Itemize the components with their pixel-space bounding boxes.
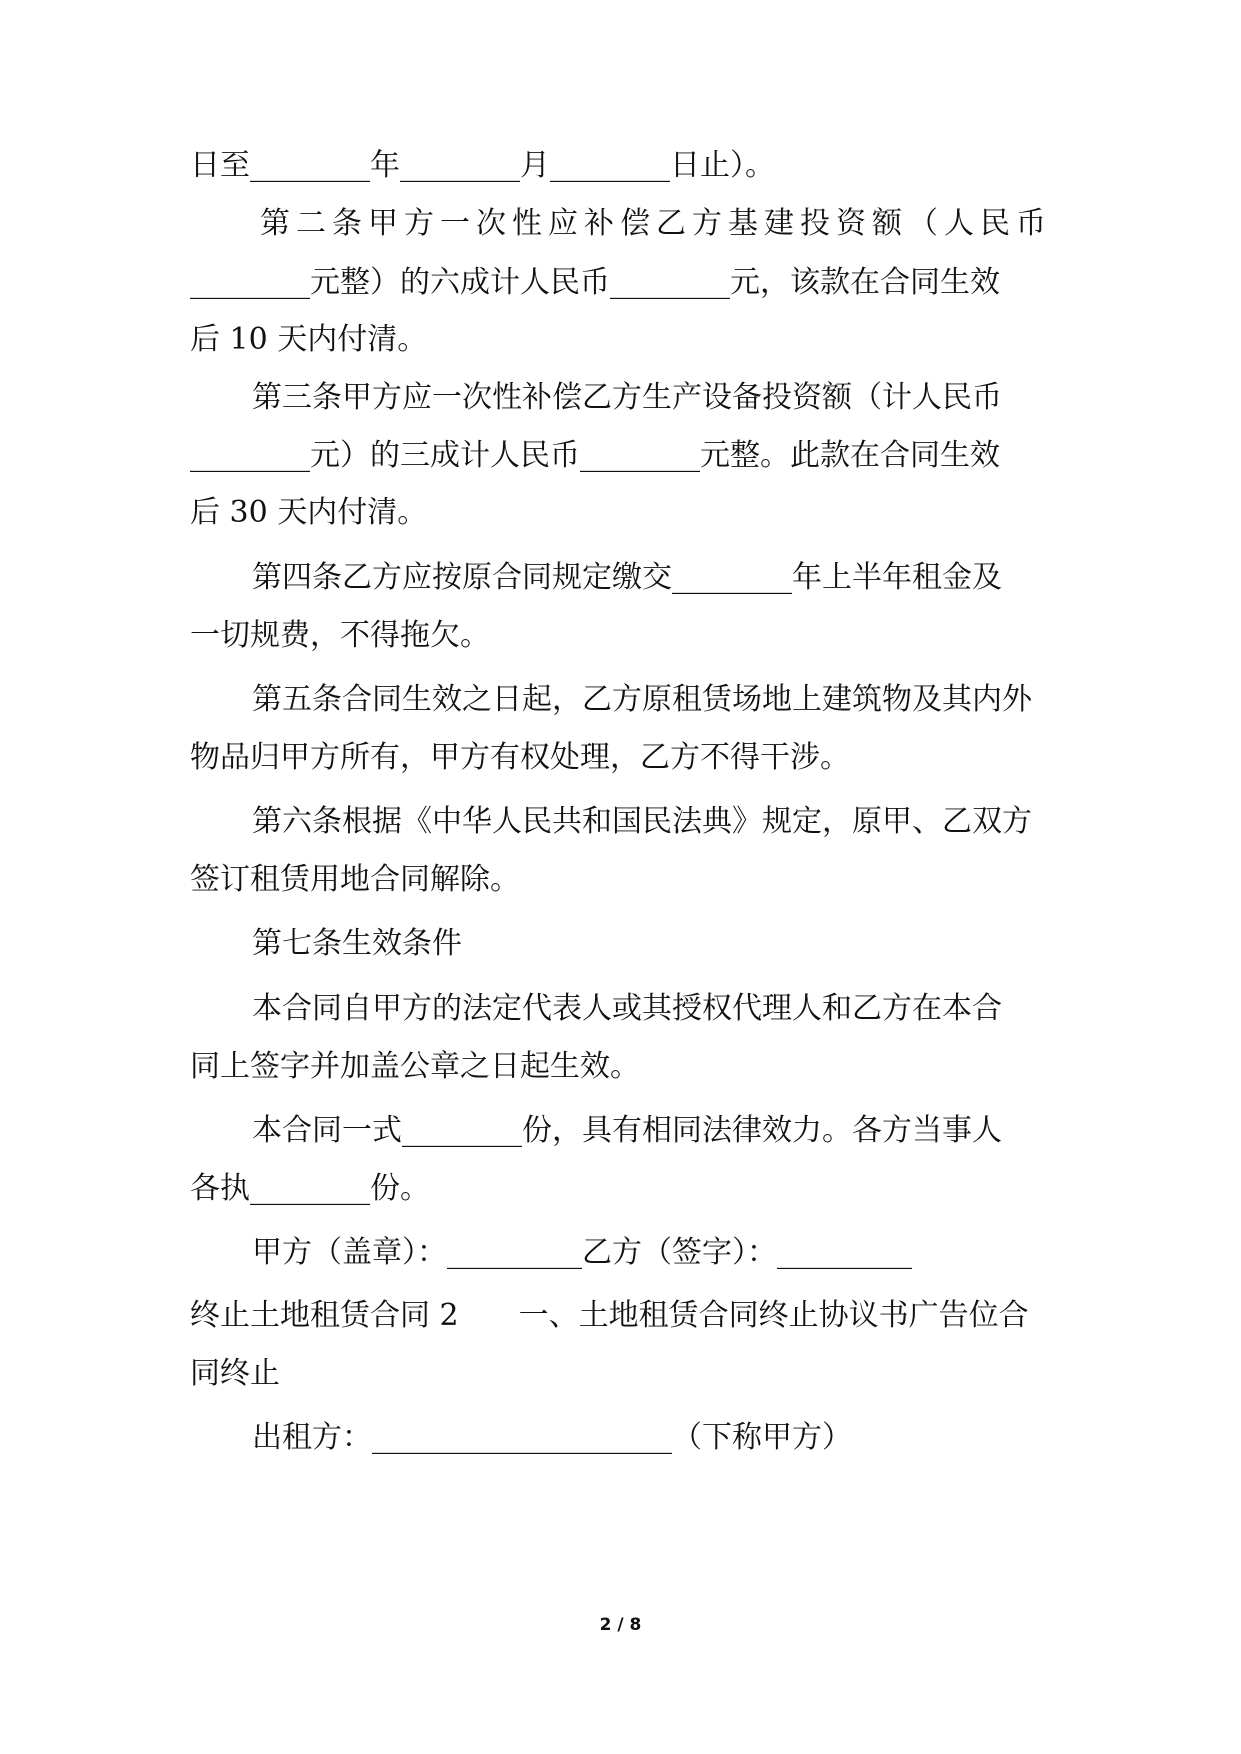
page-number: 2 / 8 xyxy=(599,1615,642,1635)
paragraph-line xyxy=(0,616,1241,656)
text-line: 本合同一式________份，具有相同法律效力。各方当事人 xyxy=(252,1113,1002,1148)
text-line: ________元）的三成计人民币________元整。此款在合同生效 xyxy=(190,438,1000,473)
text-line: 同终止 xyxy=(190,1356,280,1391)
text-line: 第七条生效条件 xyxy=(252,926,462,961)
text-line: 第六条根据《中华人民共和国民法典》规定，原甲、乙双方 xyxy=(252,804,1032,839)
text-line: 后 10 天内付清。 xyxy=(190,322,428,357)
paragraph-line xyxy=(0,378,1241,418)
paragraph-line xyxy=(0,263,1241,303)
text-line: 各执________份。 xyxy=(190,1171,430,1206)
paragraph-line xyxy=(0,493,1241,533)
section-heading-line xyxy=(0,1296,1241,1336)
paragraph-line xyxy=(0,204,1241,244)
paragraph-line xyxy=(0,146,1241,186)
paragraph-line xyxy=(0,738,1241,778)
text-line: 终止土地租赁合同 2 一、土地租赁合同终止协议书广告位合 xyxy=(190,1298,1029,1333)
paragraph-line xyxy=(0,802,1241,842)
text-line: 出租方：____________________（下称甲方） xyxy=(252,1420,852,1455)
text-line: 第二条甲方一次性应补偿乙方基建投资额（人民币 xyxy=(260,206,1052,241)
paragraph-line xyxy=(0,320,1241,360)
text-line: 第五条合同生效之日起，乙方原租赁场地上建筑物及其内外 xyxy=(252,682,1032,717)
paragraph-line xyxy=(0,924,1241,964)
paragraph-line xyxy=(0,989,1241,1029)
text-line: 一切规费，不得拖欠。 xyxy=(190,618,490,653)
text-line: 第四条乙方应按原合同规定缴交________年上半年租金及 xyxy=(252,560,1002,595)
paragraph-line xyxy=(0,860,1241,900)
text-line: ________元整）的六成计人民币________元，该款在合同生效 xyxy=(190,265,1000,300)
text-line: 第三条甲方应一次性补偿乙方生产设备投资额（计人民币 xyxy=(252,380,1002,415)
text-line: 签订租赁用地合同解除。 xyxy=(190,862,520,897)
text-line: 日至________年________月________日止）。 xyxy=(190,148,775,183)
paragraph-line xyxy=(0,1111,1241,1151)
text-line: 本合同自甲方的法定代表人或其授权代理人和乙方在本合 xyxy=(252,991,1002,1026)
text-line: 后 30 天内付清。 xyxy=(190,495,428,530)
party-line xyxy=(0,1418,1241,1458)
paragraph-line xyxy=(0,1047,1241,1087)
paragraph-line xyxy=(0,558,1241,598)
paragraph-line xyxy=(0,1354,1241,1394)
paragraph-line xyxy=(0,436,1241,476)
text-line: 同上签字并加盖公章之日起生效。 xyxy=(190,1049,640,1084)
text-line: 物品归甲方所有，甲方有权处理，乙方不得干涉。 xyxy=(190,740,850,775)
text-line: 甲方（盖章）：_________乙方（签字）：_________ xyxy=(252,1235,912,1270)
paragraph-line xyxy=(0,680,1241,720)
paragraph-line xyxy=(0,1169,1241,1209)
signature-line xyxy=(0,1233,1241,1273)
